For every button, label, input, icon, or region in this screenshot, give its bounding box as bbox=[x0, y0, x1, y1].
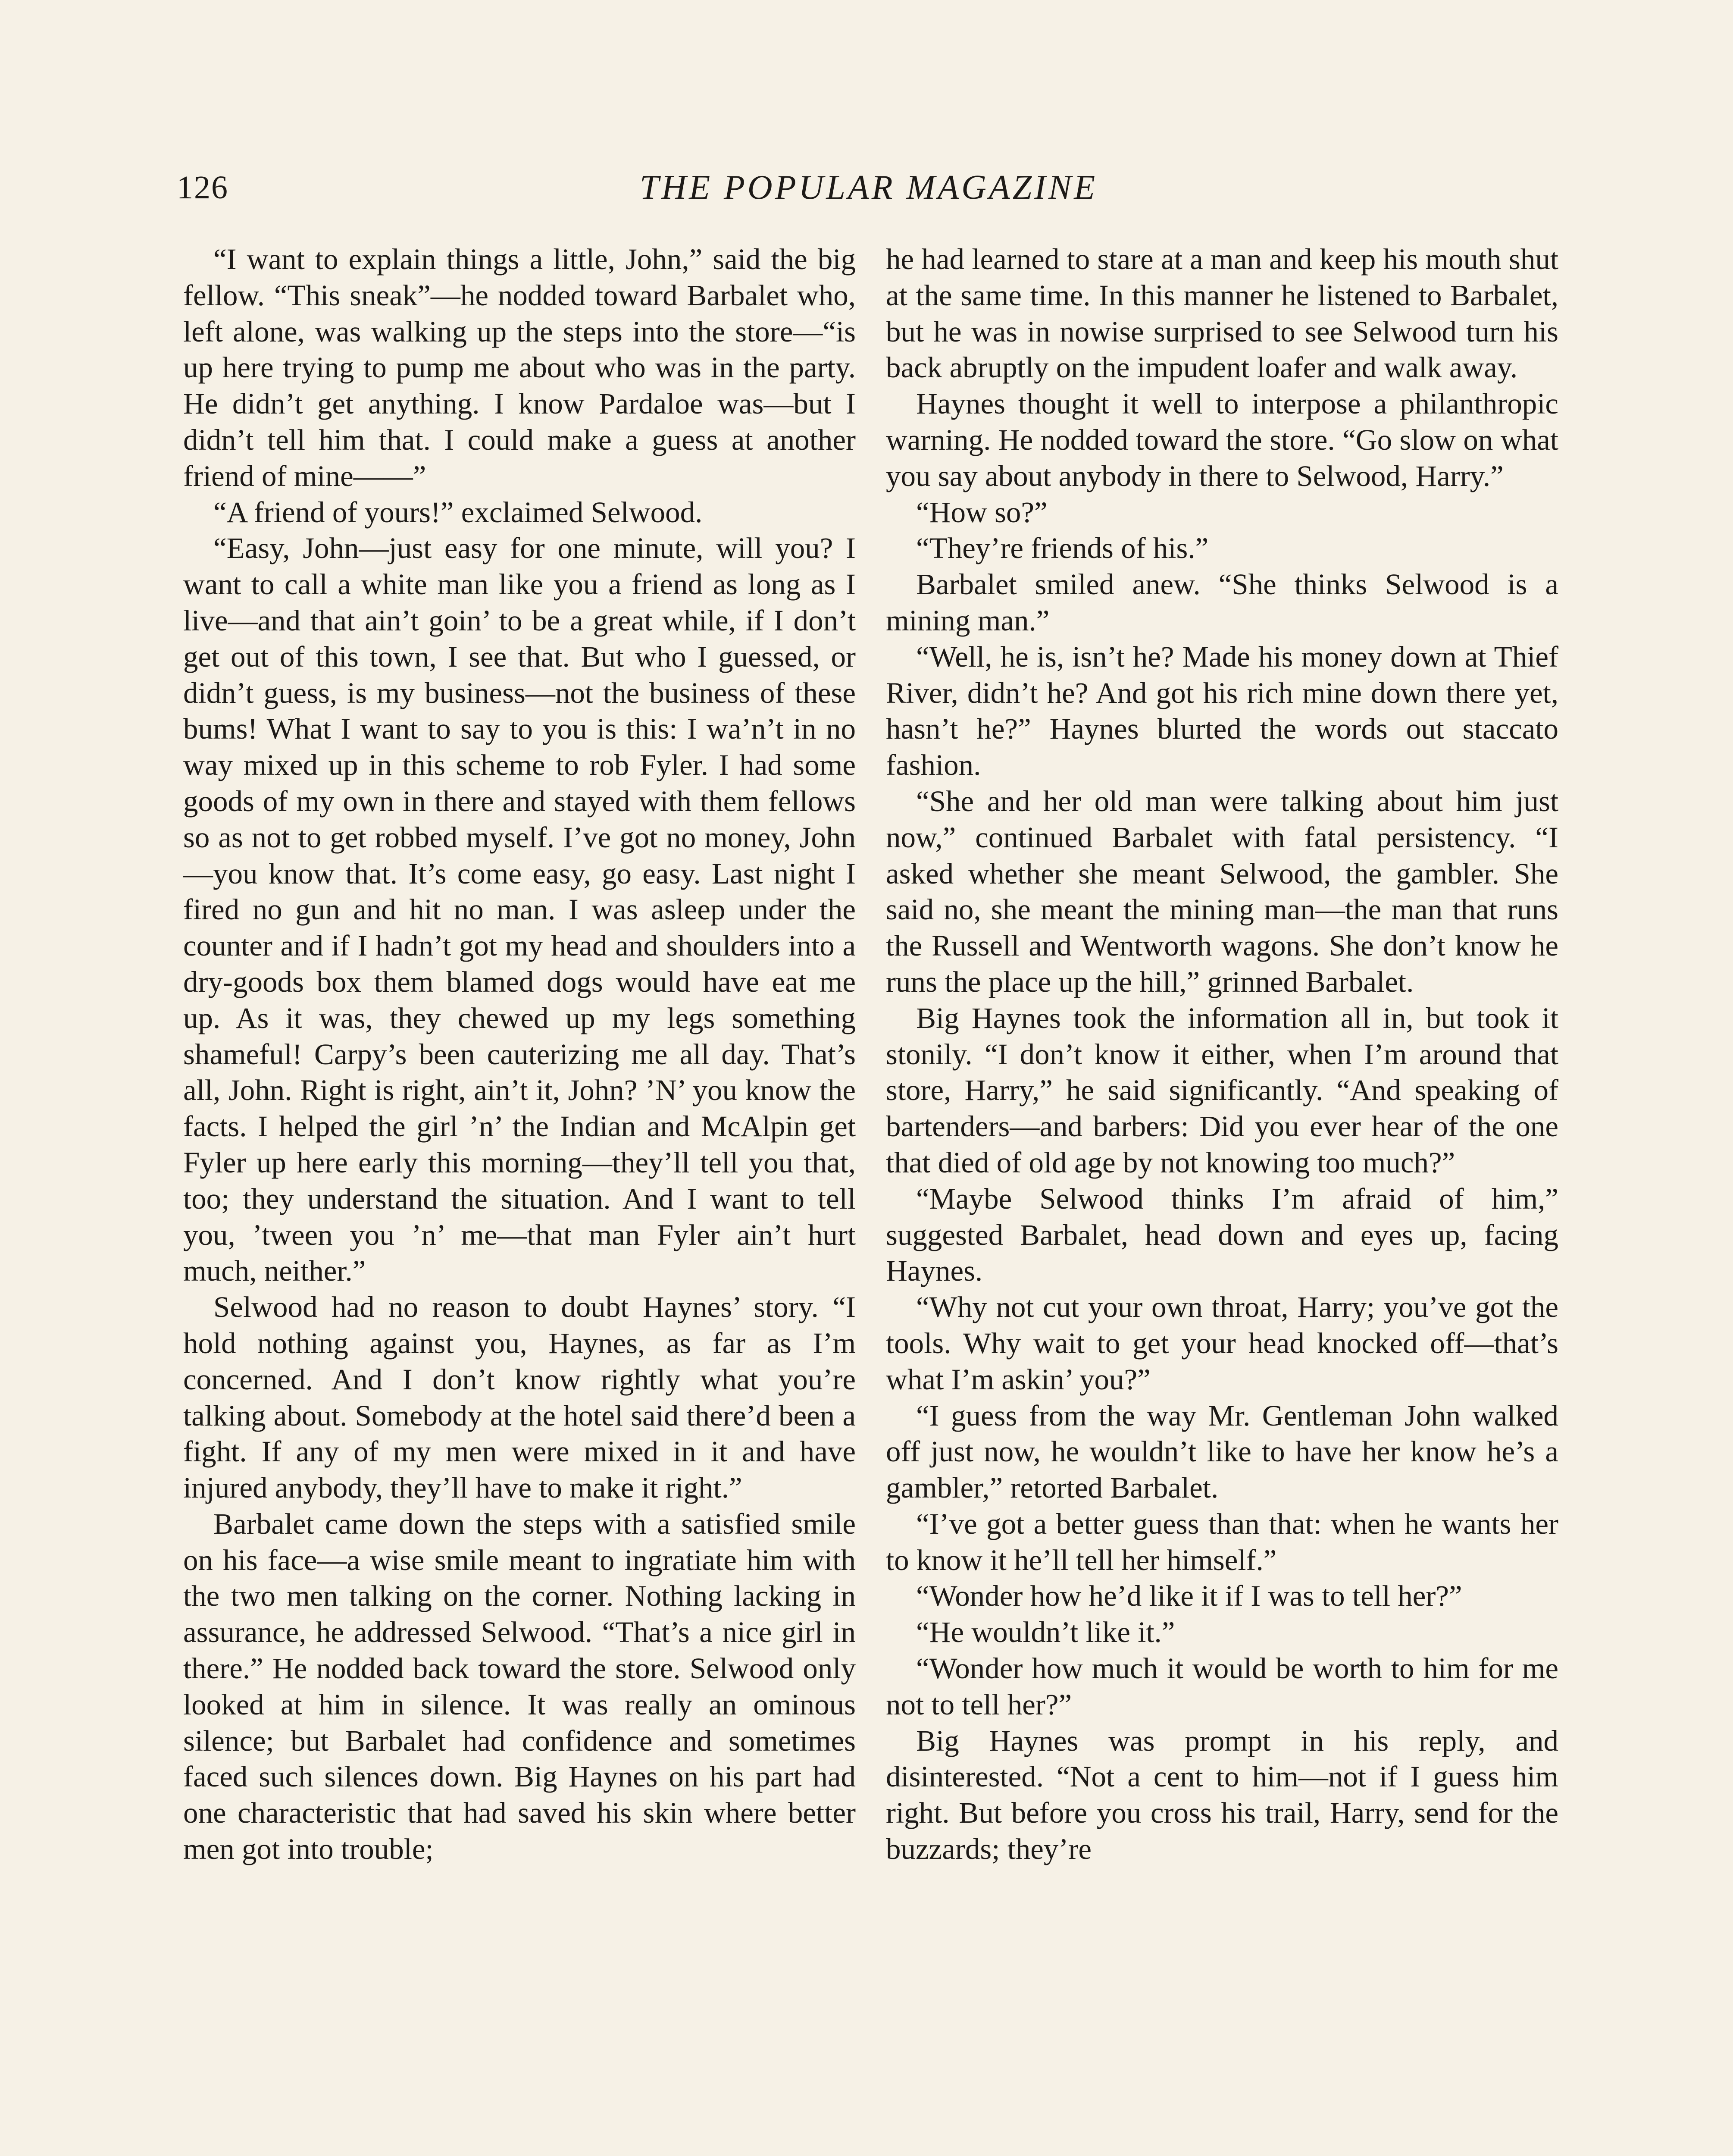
paragraph: “How so?” bbox=[916, 495, 1048, 529]
paragraph: “Wonder how much it would be worth to him for me not to tell her?” bbox=[886, 1652, 1558, 1721]
paragraph: “I’ve got a better guess than that: when he wants her to know it he’ll tell her himself.” bbox=[886, 1507, 1558, 1576]
page-header bbox=[177, 162, 1561, 213]
paragraph-continued: he had learned to stare at a man and keep his mouth shut at the same time. In this manner he listened to Barbalet, but he was in nowise surprised to see Selwood turn his back abruptly on the impudent loafer and walk away. bbox=[886, 243, 1558, 384]
paragraph: Barbalet came down the steps with a satisfied smile on his face—a wise smile meant to ingratiate him with the two men talking on the corner. Nothing lacking in assurance, he addressed Selwood. “That’s a nice girl in there.” He nodded back toward the store. Selwood only looked at him in silence. It was really an ominous silence; but Barbalet had confidence and sometimes faced such silences down. Big Haynes on his part had one characteristic that had saved his skin where better men got into trouble; bbox=[183, 1507, 856, 1866]
paragraph: Big Haynes took the information all in, but took it stonily. “I don’t know it either, when I’m around that store, Harry,” he said significantly. “And speaking of bartenders—and barbers: Did you ever hear of the one that died of old age by not knowing too much?” bbox=[886, 1001, 1558, 1179]
paragraph: “Maybe Selwood thinks I’m afraid of him,” suggested Barbalet, head down and eyes up, facing Haynes. bbox=[886, 1182, 1558, 1288]
paragraph: Selwood had no reason to doubt Haynes’ story. “I hold nothing against you, Haynes, as far as I’m concerned. And I don’t know rightly what you’re talking about. Somebody at the hotel said there’d been a fight. If any of my men were mixed in it and have injured anybody, they’ll have to make it right.” bbox=[183, 1291, 856, 1504]
text-column-left bbox=[183, 241, 856, 2156]
paragraph: Big Haynes was prompt in his reply, and disinterested. “Not a cent to him—not if I guess him right. But before you cross his trail, Harry, send for the buzzards; they’re bbox=[886, 1724, 1558, 1866]
paragraph: “I guess from the way Mr. Gentleman John walked off just now, he wouldn’t like to have her know he’s a gambler,” retorted Barbalet. bbox=[886, 1399, 1558, 1504]
text-column-right bbox=[886, 241, 1558, 2156]
paragraph: “Well, he is, isn’t he? Made his money down at Thief River, didn’t he? And got his rich mine down there yet, hasn’t he?” Haynes blurted the words out staccato fashion. bbox=[886, 640, 1558, 782]
paragraph: Haynes thought it well to interpose a philanthropic warning. He nodded toward the store. “Go slow on what you say about anybody in there to Selwood, Harry.” bbox=[886, 387, 1558, 492]
paragraph: “He wouldn’t like it.” bbox=[916, 1616, 1175, 1649]
paragraph: “A friend of yours!” exclaimed Selwood. bbox=[213, 495, 703, 529]
running-title: THE POPULAR MAGAZINE bbox=[639, 169, 1098, 207]
paragraph: “I want to explain things a little, John,” said the big fellow. “This sneak”—he nodded toward Barbalet who, left alone, was walking up the steps into the store—“is up here trying to pump me about who was in the party. He didn’t get anything. I know Pardaloe was—but I didn’t tell him that. I could make a guess at another friend of mine——” bbox=[183, 243, 856, 492]
paragraph: Barbalet smiled anew. “She thinks Selwood is a mining man.” bbox=[886, 568, 1558, 637]
paragraph: “They’re friends of his.” bbox=[916, 532, 1209, 565]
paragraph: “Easy, John—just easy for one minute, will you? I want to call a white man like you a friend as long as I live—and that ain’t goin’ to be a great while, if I don’t get out of this town, I see that. But who I guessed, or didn’t guess, is my business—not the business of these bums! What I want to say to you is this: I wa’n’t in no way mixed up in this scheme to rob Fyler. I had some goods of my own in there and stayed with them fellows so as not to get robbed myself. I’ve got no money, John—you know that. It’s come easy, go easy. Last night I fired no gun and hit no man. I was asleep under the counter and if I hadn’t got my head and shoulders into a dry-goods box them blamed dogs would have eat me up. As it was, they chewed up my legs something shameful! Carpy’s been cauterizing me all day. That’s all, John. Right is right, ain’t it, John? ’N’ you know the facts. I helped the girl ’n’ the Indian and McAlpin get Fyler up here early this morning—they’ll tell you that, too; they understand the situation. And I want to tell you, ’tween you ’n’ me—that man Fyler ain’t hurt much, neither.” bbox=[183, 532, 856, 1288]
paragraph: “She and her old man were talking about him just now,” continued Barbalet with fatal persistency. “I asked whether she meant Selwood, the gambler. She said no, she meant the mining man—the man that runs the Russell and Wentworth wagons. She don’t know he runs the place up the hill,” grinned Barbalet. bbox=[886, 784, 1558, 998]
paragraph: “Why not cut your own throat, Harry; you’ve got the tools. Why wait to get your head knocked off—that’s what I’m askin’ you?” bbox=[886, 1291, 1558, 1396]
paragraph: “Wonder how he’d like it if I was to tell her?” bbox=[916, 1579, 1462, 1613]
page-number: 126 bbox=[177, 169, 228, 206]
